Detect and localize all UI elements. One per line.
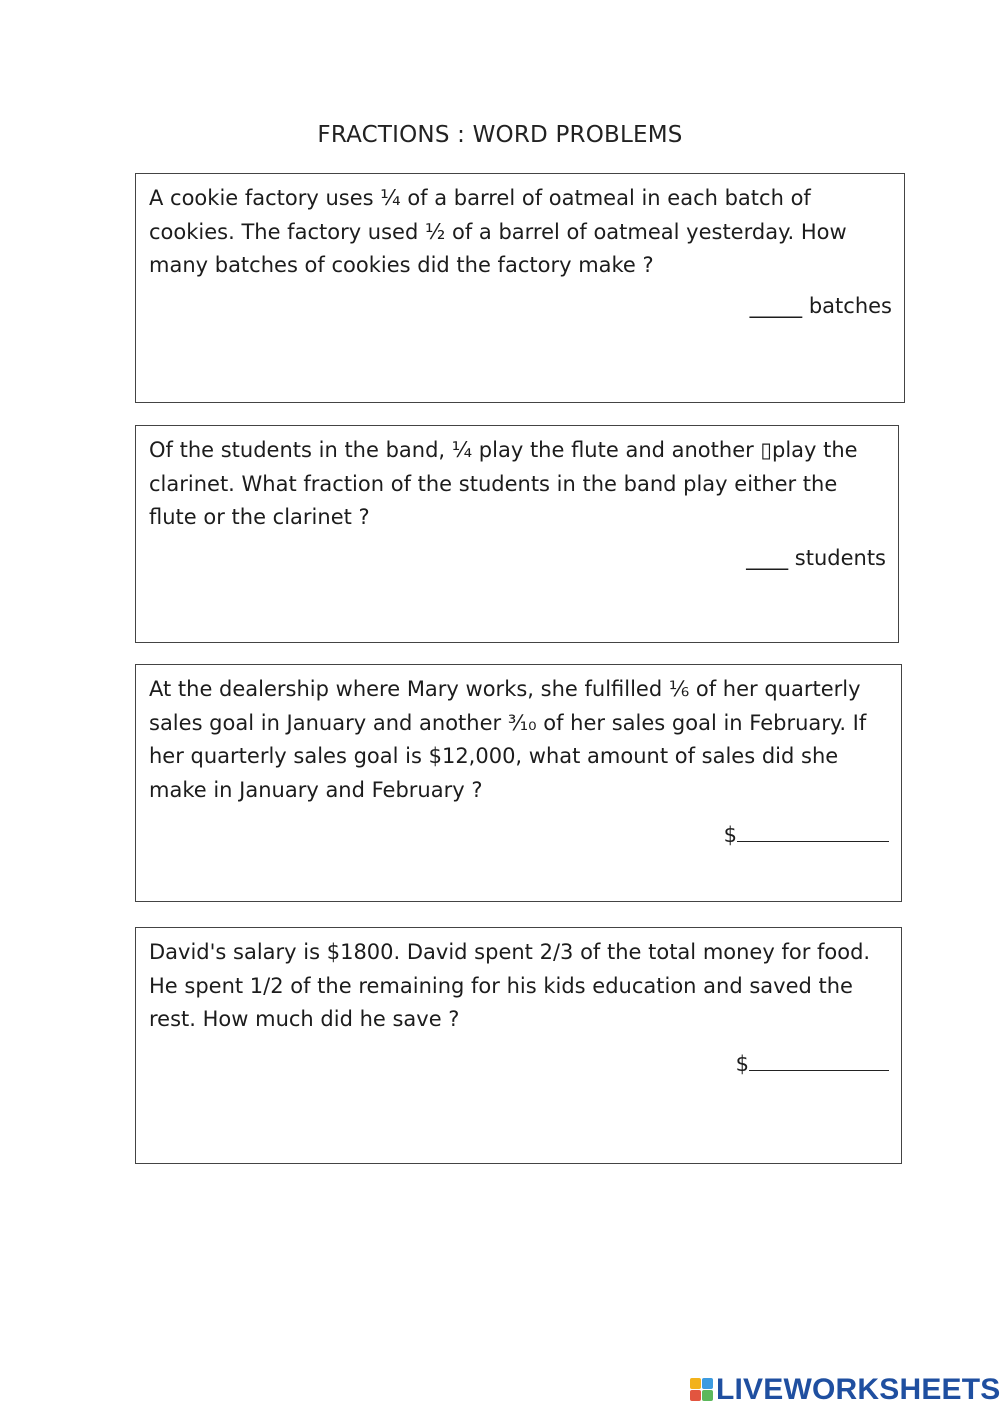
answer-blank[interactable]	[737, 821, 889, 842]
answer-unit: students	[794, 546, 886, 570]
problem-box-4	[135, 927, 902, 1164]
problem-text: Of the students in the band, ¼ play the flute and another ▯play the clarinet. What fraction of the students in the band play either the flute or the clarinet ?	[149, 438, 858, 529]
problem-text: A cookie factory uses ¼ of a barrel of oatmeal in each batch of cookies. The factory used ½ of a barrel of oatmeal yesterday. How many batches of cookies did the factory make ?	[149, 186, 847, 277]
answer-line	[746, 546, 886, 570]
answer-line	[750, 294, 892, 318]
dollar-sign: $	[723, 823, 737, 847]
problem-box-2	[135, 425, 899, 643]
liveworksheets-logo	[690, 1372, 1000, 1408]
problem-text: David's salary is $1800. David spent 2/3 of the total money for food. He spent 1/2 of the remaining for his kids education and saved the rest. How much did he save ?	[149, 940, 871, 1031]
logo-square-l	[690, 1378, 701, 1389]
problem-box-3	[135, 664, 902, 902]
logo-square-v	[690, 1390, 701, 1401]
logo-text: LIVEWORKSHEETS	[716, 1373, 1000, 1406]
logo-mark-icon	[690, 1378, 714, 1402]
dollar-sign: $	[735, 1052, 749, 1076]
logo-square-e	[702, 1390, 713, 1401]
answer-blank[interactable]: _____	[749, 294, 803, 318]
page-title: FRACTIONS : WORD PROBLEMS	[317, 122, 683, 148]
problem-box-1	[135, 173, 905, 403]
problem-text: At the dealership where Mary works, she fulfilled ⅙ of her quarterly sales goal in January and another ³⁄₁₀ of her sales goal in February. If her quarterly sales goal is $12,000, what amount of sales did she make in January and February ?	[149, 677, 867, 802]
answer-blank[interactable]	[749, 1050, 889, 1071]
logo-square-i	[702, 1378, 713, 1389]
answer-line	[724, 821, 889, 847]
answer-line	[736, 1050, 889, 1076]
answer-blank[interactable]: ____	[746, 546, 789, 570]
answer-unit: batches	[808, 294, 892, 318]
